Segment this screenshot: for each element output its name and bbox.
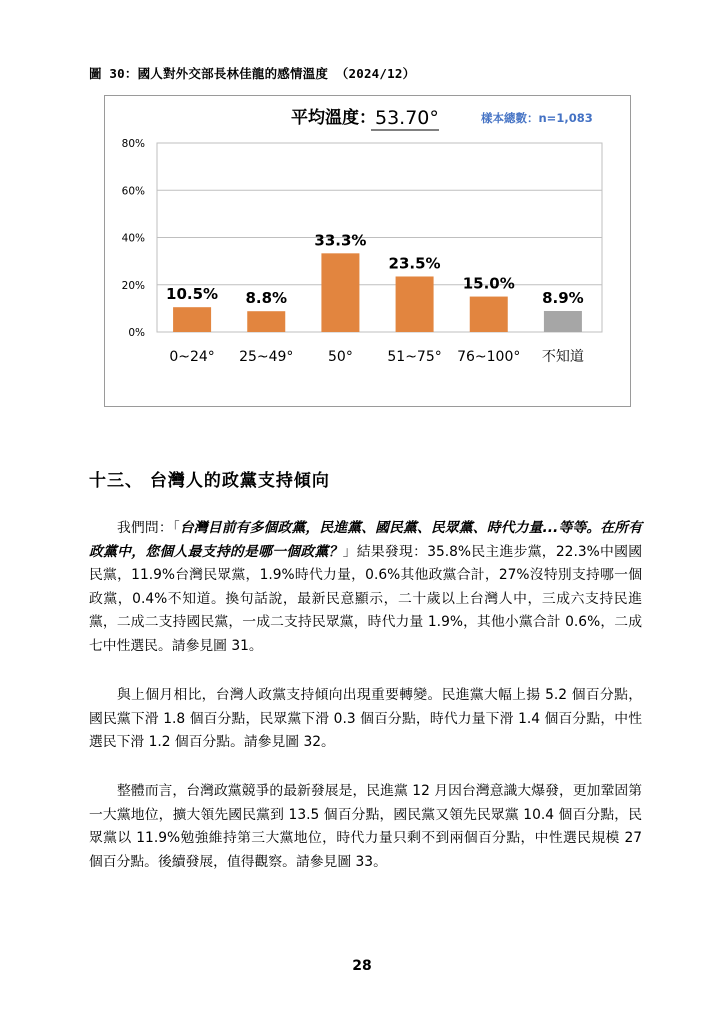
p1-lead: 我們問：「 [117, 520, 180, 536]
category-label: 51~75° [387, 349, 442, 365]
bar-value-label: 8.8% [245, 289, 288, 308]
y-tick-label: 0% [128, 327, 145, 339]
bar [396, 276, 434, 332]
sample-size-note: 樣本總數：n=1,083 [481, 111, 593, 125]
bar [544, 311, 582, 332]
page-number: 28 [352, 958, 372, 974]
paragraph-1 [89, 517, 642, 658]
y-tick-label: 20% [121, 279, 145, 292]
chart-svg [105, 96, 630, 406]
paragraph-2: 與上個月相比，台灣人政黨支持傾向出現重要轉變。民進黨大幅上揚 5.2 個百分點，國民黨下滑 1.8 個百分點，民眾黨下滑 0.3 個百分點，時代力量下滑 1.4 個百分點，中性選民下滑 1.2 個百分點。請參見圖 32。 [89, 687, 642, 750]
y-tick-label: 40% [121, 232, 145, 245]
bar-value-label: 33.3% [314, 231, 367, 250]
bar [173, 307, 211, 332]
chart-subtitle-label: 平均溫度： [291, 108, 376, 128]
section-heading: 十三、 台灣人的政黨支持傾向 [89, 471, 330, 491]
chart-subtitle-value: 53.70° [375, 107, 439, 129]
bar [247, 311, 285, 332]
bar [321, 253, 359, 332]
bar-value-label: 15.0% [462, 274, 515, 293]
p1-body: 」結果發現：35.8%民主進步黨，22.3%中國國民黨，11.9%台灣民眾黨，1.9%時代力量，0.6%其他政黨合計，27%沒特別支持哪一個政黨，0.4%不知道。換句話說，最新民意顯示，二十歲以上台灣人中，三成六支持民進黨，二成二支持國民黨，一成二支持民眾黨，時代力量 1.9%，其他小黨合計 0.6%，二成七中性選民。請參見圖 31。 [89, 543, 642, 654]
category-label: 76~100° [457, 349, 521, 365]
paragraph-3: 整體而言，台灣政黨競爭的最新發展是，民進黨 12 月因台灣意識大爆發，更加鞏固第一大黨地位，擴大領先國民黨到 13.5 個百分點，國民黨又領先民眾黨 10.4 個百分點，民眾黨以 11.9%勉強維持第三大黨地位，時代力量只剩不到兩個百分點，中性選民規模 27 個百分點。後續發展，值得觀察。請參見圖 33。 [89, 783, 642, 870]
bar-chart [104, 95, 631, 407]
category-label: 不知道 [541, 349, 584, 365]
bar-value-label: 23.5% [388, 254, 441, 273]
figure-caption: 圖 30：國人對外交部長林佳龍的感情溫度 （2024/12） [89, 66, 416, 81]
category-label: 25~49° [239, 349, 294, 365]
y-tick-label: 60% [121, 185, 145, 198]
bar-value-label: 8.9% [542, 288, 584, 307]
y-tick-label: 80% [121, 138, 145, 150]
bar-value-label: 10.5% [166, 285, 219, 304]
bar [470, 297, 508, 332]
p1-question: 台灣目前有多個政黨，民進黨、國民黨、民眾黨、時代力量...等等。在所有政黨中，您個人最支持的是哪一個政黨？ [89, 520, 642, 560]
category-label: 50° [328, 349, 353, 365]
category-label: 0~24° [169, 349, 215, 365]
